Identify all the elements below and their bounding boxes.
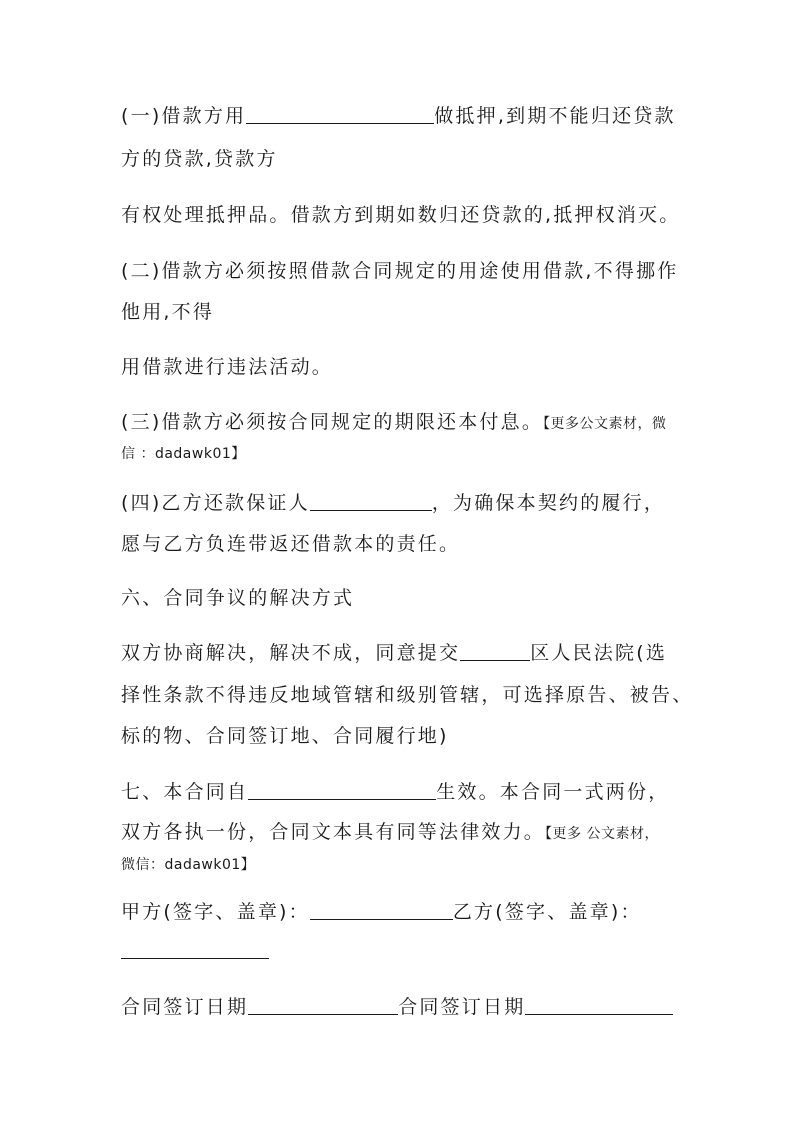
section-7-text-end: 生效。本合同一式两份， [436, 781, 670, 803]
clause-4-text-end: ，为确保本契约的履行， [431, 492, 666, 514]
clause-3-line-1 [121, 410, 667, 436]
clause-3-note-b: 信 ：dadawk01】 [121, 446, 246, 462]
party-b-signature-line [121, 939, 269, 963]
section-7-note-b: 微信：dadawk01】 [121, 857, 256, 873]
section-6-heading: 六、合同争议的解决方式 [121, 587, 355, 609]
party-b-signature-blank [121, 940, 269, 959]
signing-date-line [121, 995, 673, 1019]
section-7-text: 双方各执一份，合同文本具有同等法律效力。 [121, 821, 546, 843]
guarantor-blank [310, 492, 432, 511]
party-a-label: 甲方(签字、盖章)： [121, 901, 310, 923]
clause-2-line-3: 用借款进行违法活动。 [121, 356, 334, 378]
clause-1-text-start: (一)借款方用 [121, 105, 247, 127]
section-6-text-end: 区人民法院(选 [530, 642, 668, 664]
section-7-text-start: 七、本合同自 [121, 781, 249, 803]
clause-1-line-2: 方的贷款,贷款方 [121, 148, 278, 170]
party-a-signature-blank [310, 901, 453, 920]
section-7-note-a: 【更多 公文素材， [545, 826, 659, 842]
clause-1-line-3: 有权处理抵押品。借款方到期如数归还贷款的,抵押权消灭。 [121, 204, 681, 226]
party-b-label: 乙方(签字、盖章)： [452, 901, 642, 923]
section-7-line-1 [121, 780, 669, 804]
clause-4-line-1 [121, 491, 665, 515]
signature-line [121, 900, 642, 924]
clause-4-line-2: 愿与乙方负连带返还借款本的责任。 [121, 533, 461, 555]
signing-date-label-a: 合同签订日期 [121, 996, 249, 1018]
clause-2-line-1: (二)借款方必须按照借款合同规定的用途使用借款,不得挪作 [121, 260, 679, 282]
clause-3-note-a: 【更多公文素材，微 [543, 416, 667, 432]
clause-3-text: (三)借款方必须按合同规定的期限还本付息。 [121, 411, 544, 433]
court-blank [460, 642, 530, 661]
clause-2-line-2: 他用,不得 [121, 301, 215, 323]
signing-date-blank-b [525, 996, 673, 1015]
section-6-line-3: 标的物、合同签订地、合同履行地) [121, 725, 449, 747]
section-6-text-start: 双方协商解决，解决不成，同意提交 [121, 642, 461, 664]
clause-1-text-end: 做抵押,到期不能归还贷款 [434, 105, 676, 127]
effective-date-blank [248, 781, 436, 800]
clause-1-line-1 [121, 104, 676, 128]
section-6-line-1 [121, 641, 667, 665]
clause-4-text-start: (四)乙方还款保证人 [121, 492, 310, 514]
section-7-line-2 [121, 820, 659, 846]
collateral-blank [246, 105, 434, 124]
signing-date-blank-a [248, 996, 398, 1015]
section-6-line-2: 择性条款不得违反地域管辖和级别管辖，可选择原告、被告、 [121, 684, 694, 706]
signing-date-label-b: 合同签订日期 [398, 996, 526, 1018]
